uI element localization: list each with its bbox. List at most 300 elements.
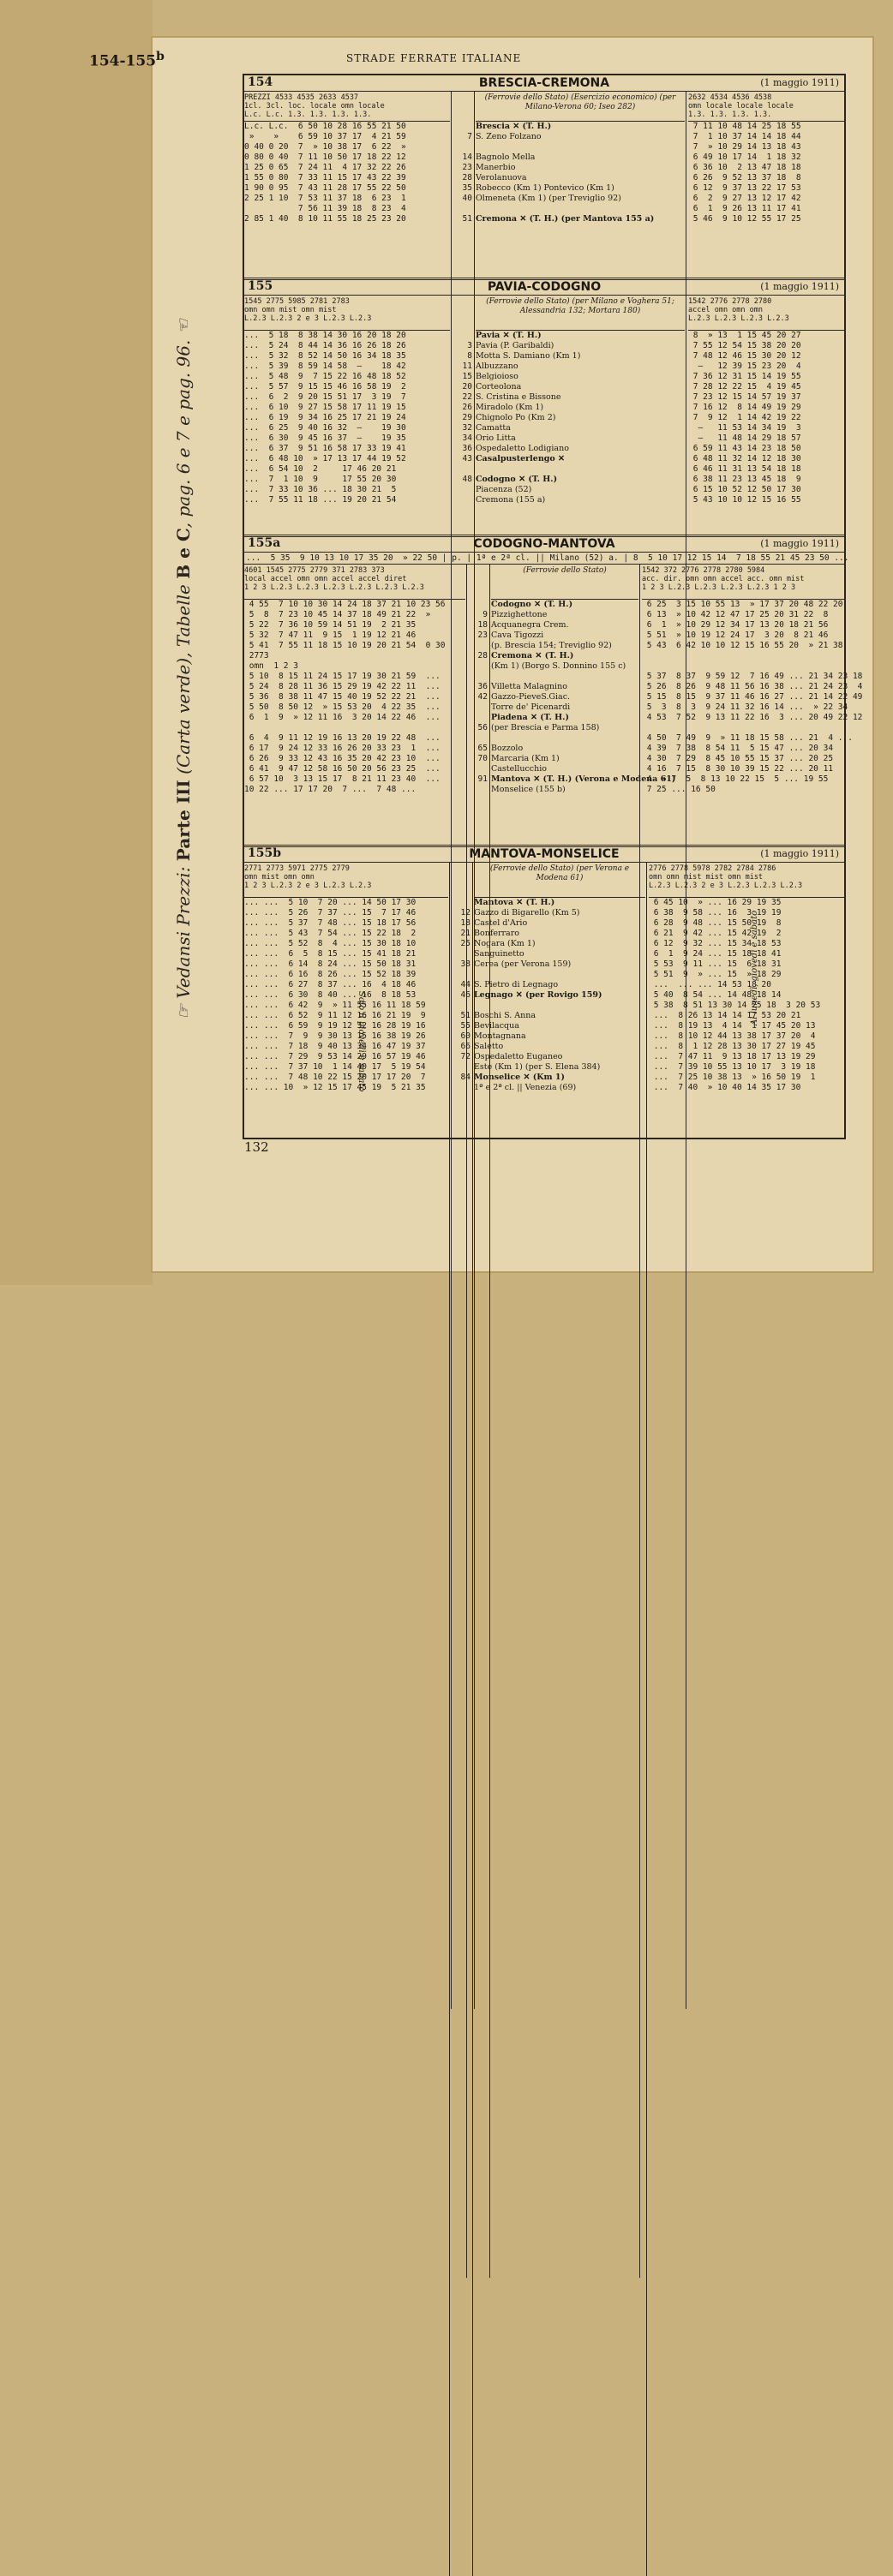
station-name: Camatta: [476, 423, 511, 433]
left-train-header: [244, 565, 465, 600]
km-value: [452, 204, 472, 214]
km-value: 32: [462, 423, 472, 433]
km-value: [467, 733, 488, 744]
header-line: L.2.3 L.2.3 2 e 3 L.2.3 L.2.3: [244, 314, 372, 323]
km-value: 65: [477, 744, 488, 753]
header-line: 1 2 3 L.2.3 2 e 3 L.2.3 L.2.3: [244, 882, 372, 890]
time-row: 5 43 10 10 12 15 16 55: [688, 495, 801, 505]
station-name: Monselice ✕ (Km 1): [474, 1073, 565, 1082]
time-row: ... 7 40 » 10 40 14 35 17 30: [649, 1083, 801, 1092]
time-row: ... 5 57 9 15 15 46 16 58 19 2: [244, 382, 406, 391]
time-row: ... ... 5 43 7 54 ... 15 22 18 2: [244, 929, 417, 938]
time-row: ... 5 24 8 44 14 36 16 26 18 26: [244, 341, 406, 350]
station-name: Verolanuova: [476, 173, 527, 182]
station-name: [474, 970, 645, 980]
time-row: 6 1 9 26 13 11 17 41: [688, 204, 801, 213]
station-name: Piacenza (52): [476, 485, 532, 494]
station-name: Sanguinetto: [474, 949, 524, 959]
station-name: Legnago ✕ (per Rovigo 159): [474, 990, 602, 1000]
station-name: Casalpusterlengo ✕: [476, 454, 565, 463]
time-row: ... 5 39 8 59 14 58 — 18 42: [244, 362, 406, 371]
time-row: [642, 723, 844, 733]
timetable-frame: [243, 74, 863, 1139]
station-name: Boschi S. Anna: [474, 1011, 536, 1020]
hand-icon: ☞: [173, 998, 194, 1019]
time-row: 7 56 11 39 18 8 23 4: [244, 204, 406, 213]
time-row: 6 38 9 58 ... 16 3 19 19: [649, 908, 782, 917]
time-row: 7 23 12 15 14 57 19 37: [688, 392, 801, 402]
left-times: [244, 296, 450, 505]
left-train-header: [244, 296, 450, 331]
station-column: [474, 863, 645, 1093]
time-row: 6 38 11 23 13 45 18 9: [688, 475, 801, 484]
section-id: 155b: [248, 846, 282, 860]
time-row: 5 46 9 10 12 55 17 25: [688, 214, 801, 224]
time-row: ... ... 5 52 8 4 ... 15 30 18 10: [244, 939, 417, 948]
time-row: 10 22 ... 17 17 20 7 ... 7 48 ...: [244, 785, 441, 794]
time-row: 6 1 9 24 ... 15 18 18 41: [649, 949, 782, 959]
km-value: [467, 713, 488, 723]
section-date: (1 maggio 1911): [760, 77, 839, 88]
km-value: [452, 122, 472, 132]
km-value: 34: [462, 433, 472, 443]
section-title-bar: [244, 279, 844, 296]
station-name: Este (Km 1) (per S. Elena 384): [474, 1062, 601, 1072]
km-value: 44: [460, 980, 470, 989]
operator-note: (Ferrovie dello Stato) (per Milano e Voghera 51; Alessandria 132; Mortara 180): [476, 296, 685, 331]
section-title-bar: [244, 536, 844, 553]
time-row: ... 6 2 9 20 15 51 17 3 19 7: [244, 392, 406, 402]
station-name: [476, 142, 685, 152]
time-row: 5 36 8 38 11 47 15 40 19 52 22 21 ...: [244, 692, 441, 702]
time-row: 6 12 9 32 ... 15 34 18 53: [649, 939, 782, 948]
section-155a: [244, 536, 863, 847]
km-value: 11: [462, 362, 472, 371]
time-row: 5 50 8 50 12 » 15 53 20 4 22 35 ...: [244, 702, 441, 712]
km-value: 38: [460, 959, 470, 969]
connection-line: ... 5 35 9 10 13 10 17 35 20 » 22 50 | p. | 1ª e 2ª cl. || Milano (52) a. | 8 5 10 17 12 15 14 7 18 55 21 45 23 50 ...: [246, 553, 849, 563]
time-row: ... 5 32 8 52 14 50 16 34 18 35: [244, 351, 406, 361]
time-row: 6 46 11 31 13 54 18 18: [688, 464, 801, 474]
footer-page-number: 132: [244, 1139, 269, 1155]
header-line: 1542 372 2776 2778 2780 5984: [642, 566, 765, 575]
right-times: [642, 565, 863, 795]
station-name: Mantova ✕ (T. H.) (Verona e Modena 61): [491, 774, 676, 784]
station-name: Manerbio: [476, 163, 516, 172]
time-row: ... 7 25 10 38 13 » 16 50 19 1: [649, 1073, 816, 1082]
time-row: L.c. L.c. 6 50 10 28 16 55 21 50: [244, 122, 406, 131]
operator-note: (Ferrovie dello Stato) (Esercizio economico) (per Milano-Verona 60; Iseo 282): [476, 92, 685, 122]
time-row: ... 8 10 12 44 13 38 17 37 20 4: [649, 1031, 816, 1041]
km-value: 48: [462, 475, 472, 484]
time-row: 7 9 12 1 14 42 19 22: [688, 413, 801, 422]
service-note-right: Al lunedì, giovedì e sabato: [750, 910, 759, 1025]
time-row: 6 36 10 2 13 47 18 18: [688, 163, 801, 172]
time-row: ... ... 6 5 8 15 ... 15 41 18 21: [244, 949, 417, 959]
time-row: ... 8 19 13 4 14 1 17 45 20 13: [649, 1021, 816, 1031]
left-train-header: [244, 863, 448, 898]
section-id: 154: [248, 75, 273, 89]
section-name: PAVIA-CODOGNO: [487, 280, 602, 294]
station-name: Codogno ✕ (T. H.): [476, 475, 558, 484]
time-row: ... ... 6 14 8 24 ... 15 50 18 31: [244, 959, 417, 969]
time-row: 6 4 9 11 12 19 16 13 20 19 22 48 ...: [244, 733, 441, 743]
time-row: [642, 651, 844, 661]
time-row: 0 40 0 20 7 » 10 38 17 6 22 »: [244, 142, 406, 152]
time-row: ... 8 26 13 14 14 17 53 20 21: [649, 1011, 801, 1020]
header-line: PREZZI 4533 4535 2633 4537: [244, 93, 359, 102]
station-name: Mantova ✕ (T. H.): [474, 898, 555, 907]
km-column: [450, 863, 470, 1093]
km-value: [450, 1062, 470, 1073]
time-row: ... 6 54 10 2 17 46 20 21: [244, 464, 397, 474]
km-value: [467, 641, 488, 651]
time-row: 4 39 7 38 8 54 11 5 15 47 ... 20 34: [642, 744, 834, 753]
section-title-bar: [244, 75, 844, 92]
header-line: 2632 4534 4536 4538: [688, 93, 772, 102]
station-name: Miradolo (Km 1): [476, 403, 544, 412]
km-value: [450, 949, 470, 959]
section-date: (1 maggio 1911): [760, 538, 839, 549]
right-times: [688, 92, 844, 224]
time-row: 6 21 9 42 ... 15 42 19 2: [649, 929, 782, 938]
header-line: accel omn omn omn: [688, 306, 763, 314]
km-value: [450, 898, 470, 908]
time-row: ... 8 1 12 28 13 30 17 27 19 45: [649, 1042, 816, 1051]
station-name: Castellucchio: [491, 764, 547, 774]
time-row: 7 11 10 48 14 25 18 55: [688, 122, 801, 131]
km-value: 14: [462, 152, 472, 162]
time-row: 6 26 9 33 12 43 16 35 20 42 23 10 ...: [244, 754, 441, 763]
station-name: S. Pietro di Legnago: [474, 980, 559, 989]
time-row: 6 28 9 48 ... 15 50 19 8: [649, 918, 782, 928]
section-id: 155: [248, 279, 273, 293]
km-value: [450, 970, 470, 980]
km-value: [467, 764, 488, 774]
station-name: Pavia ✕ (T. H.): [476, 331, 542, 340]
time-row: — 12 39 15 23 20 4: [688, 362, 801, 371]
operator-note: (Ferrovie dello Stato): [491, 565, 638, 600]
station-column: [476, 92, 685, 224]
km-value: 7: [467, 132, 472, 141]
section-name: CODOGNO-MANTOVA: [473, 537, 615, 551]
station-name: Orio Litta: [476, 433, 516, 443]
km-value: 36: [477, 682, 488, 691]
km-value: 25: [460, 939, 470, 948]
km-value: 72: [460, 1052, 470, 1061]
time-row: 5 8 7 23 10 45 14 37 18 49 21 22 »: [244, 610, 441, 619]
time-row: 7 28 12 22 15 4 19 45: [688, 382, 801, 391]
time-row: 8 » 13 1 15 45 20 27: [688, 331, 801, 340]
km-value: [467, 702, 488, 713]
header-line: L.2.3 L.2.3 2 e 3 L.2.3 L.2.3 L.2.3: [649, 882, 803, 890]
time-row: 7 25 ... 16 50: [642, 785, 716, 794]
header-line: 1542 2776 2778 2780: [688, 297, 772, 306]
station-name: Albuzzano: [476, 362, 518, 371]
time-row: ... ... 7 18 9 40 13 34 16 47 19 37: [244, 1042, 426, 1051]
station-name: Olmeneta (Km 1) (per Treviglio 92): [476, 194, 621, 203]
station-name: [491, 672, 638, 682]
time-row: ... ... 7 9 9 30 13 15 16 38 19 26: [244, 1031, 426, 1041]
km-value: 91: [477, 774, 488, 784]
left-times: [244, 92, 450, 224]
station-name: [491, 733, 638, 744]
header-line: omn mist omn omn: [244, 873, 315, 882]
page-header: [89, 50, 706, 70]
column-rule: [639, 565, 640, 2278]
time-row: ... ... 6 52 9 11 12 16 16 21 19 9: [244, 1011, 426, 1020]
time-row: 4 50 7 49 9 » 11 18 15 58 ... 21 4 ...: [642, 733, 853, 743]
column-rule: [449, 863, 450, 2576]
time-row: 7 36 12 31 15 14 19 55: [688, 372, 801, 381]
time-row: [642, 661, 844, 672]
section-155: [244, 279, 844, 537]
time-row: 6 48 11 32 14 12 18 30: [688, 454, 801, 463]
time-row: 7 1 10 37 14 14 18 44: [688, 132, 801, 141]
column-rule: [472, 863, 473, 2576]
km-value: 56: [477, 723, 488, 732]
station-name: Cerea (per Verona 159): [474, 959, 572, 969]
station-name: Bozzolo: [491, 744, 524, 753]
time-row: 6 12 9 37 13 22 17 53: [688, 183, 801, 193]
station-name: S. Zeno Folzano: [476, 132, 542, 141]
time-row: ... ... 5 26 7 37 ... 15 7 17 46: [244, 908, 417, 917]
station-name: [474, 1001, 645, 1011]
right-times: [649, 863, 844, 1093]
km-value: 21: [460, 929, 470, 938]
km-value: 23: [462, 163, 472, 172]
time-row: ... 6 10 9 27 15 58 17 11 19 15: [244, 403, 406, 412]
header-line: 2776 2778 5978 2782 2784 2786: [649, 864, 776, 873]
time-row: 7 16 12 8 14 49 19 29: [688, 403, 801, 412]
station-name: Torre de' Picenardi: [491, 702, 571, 712]
station-name: 1ª e 2ª cl. || Venezia (69): [474, 1083, 577, 1092]
time-row: omn 1 2 3: [244, 661, 441, 671]
time-row: 4 16 7 15 8 30 10 39 15 22 ... 20 11: [642, 764, 834, 774]
time-row: 1 55 0 80 7 33 11 15 17 43 22 39: [244, 173, 406, 182]
km-value: 42: [477, 692, 488, 702]
station-name: Belgioioso: [476, 372, 518, 381]
km-value: [452, 331, 472, 341]
km-value: [452, 495, 472, 505]
time-row: 1 90 0 95 7 43 11 28 17 55 22 50: [244, 183, 406, 193]
station-name: Cremona (155 a): [476, 495, 546, 505]
station-name: S. Cristina e Bissone: [476, 392, 561, 402]
time-row: 5 40 8 54 ... 14 48 18 14: [649, 990, 782, 1000]
km-value: 18: [477, 620, 488, 630]
header-line: 1cl. 3cl. loc. locale omn locale: [244, 102, 385, 111]
station-name: Acquanegra Crem.: [491, 620, 569, 630]
time-row: ... 5 18 8 38 14 30 16 20 18 20: [244, 331, 406, 340]
time-row: 5 15 8 15 9 37 11 46 16 27 ... 21 14 22 49: [642, 692, 863, 702]
time-row: ... ... 6 42 9 » 11 55 16 11 18 59: [244, 1001, 426, 1010]
section-date: (1 maggio 1911): [760, 848, 839, 859]
km-value: 3: [467, 341, 472, 350]
station-name: Bevilacqua: [474, 1021, 519, 1031]
section-name: BRESCIA-CREMONA: [478, 76, 610, 90]
header-line: acc. dir. omn omn accel acc. omn mist: [642, 575, 805, 583]
time-row: 4 55 7 10 10 30 14 24 18 37 21 10 23 56: [244, 600, 446, 609]
header-line: local accel omn omn accel accel diret: [244, 575, 407, 583]
station-name: Chignolo Po (Km 2): [476, 413, 556, 422]
time-row: 6 41 9 47 12 58 16 50 20 56 23 25 ...: [244, 764, 441, 774]
km-column: [452, 92, 472, 224]
km-value: 51: [462, 214, 472, 224]
book-spine: [0, 0, 153, 1285]
station-name: Ospedaletto Lodigiano: [476, 444, 569, 453]
time-row: 2 85 1 40 8 10 11 55 18 25 23 20: [244, 214, 406, 224]
km-value: 8: [467, 351, 472, 361]
km-value: 9: [482, 610, 488, 619]
operator-note: (Ferrovie dello Stato) (per Verona e Modena 61): [474, 863, 645, 898]
left-train-header: [244, 92, 450, 122]
time-row: 6 15 10 52 12 50 17 30: [688, 485, 801, 494]
time-row: 5 53 9 11 ... 15 6 18 31: [649, 959, 782, 969]
station-name: Motta S. Damiano (Km 1): [476, 351, 581, 361]
time-row: 5 10 8 15 11 24 15 17 19 30 21 59 ...: [244, 672, 441, 681]
km-value: 20: [462, 382, 472, 391]
km-value: 35: [462, 183, 472, 193]
time-row: ... ... 10 » 12 15 17 45 19 5 21 35: [244, 1083, 426, 1092]
km-value: 29: [462, 413, 472, 422]
km-column: [452, 296, 472, 505]
time-row: 6 45 10 » ... 16 29 19 35: [649, 898, 782, 907]
time-row: — 11 53 14 34 19 3: [688, 423, 801, 433]
header-line: omn locale locale locale: [688, 102, 794, 111]
km-value: 84: [460, 1073, 470, 1082]
time-row: 2 25 1 10 7 53 11 37 18 6 23 1: [244, 194, 406, 203]
time-row: 5 41 7 55 11 18 15 10 19 20 21 54 0 30: [244, 641, 446, 650]
km-value: 40: [462, 194, 472, 203]
section-id: 155a: [248, 536, 281, 550]
time-row: ... 6 48 10 » 17 13 17 44 19 52: [244, 454, 406, 463]
time-row: 5 22 7 36 10 59 14 51 19 2 21 35: [244, 620, 441, 630]
left-times: [244, 863, 448, 1093]
right-times: [688, 296, 844, 505]
km-value: [467, 661, 488, 672]
time-row: 5 51 9 » ... 15 » 18 29: [649, 970, 782, 979]
header-line: omn omn mist mist omn mist: [649, 873, 764, 882]
km-value: [452, 485, 472, 495]
station-name: Gazzo di Bigarello (Km 5): [474, 908, 580, 917]
header-line: 1 2 3 L.2.3 L.2.3 L.2.3 L.2.3 1 2 3: [642, 583, 796, 592]
station-name: Cremona ✕ (T. H.): [491, 651, 574, 660]
station-name: [476, 464, 685, 475]
time-row: ... ... 6 27 8 37 ... 16 4 18 46: [244, 980, 417, 989]
time-row: 4 53 7 52 9 13 11 22 16 3 ... 20 49 22 12: [642, 713, 863, 722]
km-value: 60: [460, 1031, 470, 1041]
km-value: 23: [477, 631, 488, 640]
side-note: ☞ Vedansi Prezzi: Parte III (Carta verde), Tabelle B e C, pag. 6 e 7 e pag. 96. ☜: [173, 319, 194, 1019]
time-row: ... 6 19 9 34 16 25 17 21 19 24: [244, 413, 406, 422]
km-value: 55: [460, 1021, 470, 1031]
column-rule: [646, 863, 647, 2576]
km-value: 28: [477, 651, 488, 660]
km-value: 70: [477, 754, 488, 763]
service-note-left: Solo il giovedì e sabato: [357, 991, 366, 1092]
km-value: [450, 1001, 470, 1011]
time-row: 5 43 6 42 10 10 12 15 16 55 20 » 21 38: [642, 641, 843, 650]
station-name: Bagnolo Mella: [476, 152, 536, 162]
right-train-header: [688, 92, 844, 122]
km-value: 66: [460, 1042, 470, 1051]
right-train-header: [688, 296, 844, 331]
time-row: ... 5 48 9 7 15 22 16 48 18 52: [244, 372, 406, 381]
header-line: omn omn mist omn mist: [244, 306, 337, 314]
station-name: (Km 1) (Borgo S. Donnino 155 c): [491, 661, 626, 671]
time-row: ... 7 47 11 9 13 18 17 13 19 29: [649, 1052, 816, 1061]
section-date: (1 maggio 1911): [760, 281, 839, 292]
column-rule: [489, 565, 490, 2278]
time-row: 6 1 9 » 12 11 16 3 20 14 22 46 ...: [244, 713, 441, 722]
station-name: Brescia ✕ (T. H.): [476, 122, 552, 131]
km-value: 26: [462, 403, 472, 412]
station-name: Robecco (Km 1) Pontevico (Km 1): [476, 183, 614, 193]
time-row: 5 26 8 26 9 48 11 56 16 38 ... 21 24 23 4: [642, 682, 863, 691]
station-name: Montagnana: [474, 1031, 526, 1041]
time-row: 6 13 » 10 42 12 47 17 25 20 31 22 8: [642, 610, 829, 619]
page-number: 154-155$^b$: [89, 50, 165, 70]
time-row: 6 26 9 52 13 37 18 8: [688, 173, 801, 182]
time-row: ... ... 6 16 8 26 ... 15 52 18 39: [244, 970, 417, 979]
time-row: ... ... ... 14 53 18 20: [649, 980, 771, 989]
station-column: [476, 296, 685, 505]
time-row: ... ... 7 37 10 1 14 40 17 5 19 54: [244, 1062, 426, 1072]
time-row: ... 7 1 10 9 17 55 20 30: [244, 475, 397, 484]
section-154: [244, 75, 844, 280]
header-line: L.2.3 L.2.3 L.2.3 L.2.3: [688, 314, 789, 323]
time-row: ... ... 5 10 7 20 ... 14 50 17 30: [244, 898, 417, 907]
time-row: » » 6 59 10 37 17 4 21 59: [244, 132, 406, 141]
km-value: 46: [460, 990, 470, 1000]
left-times: [244, 565, 465, 795]
header-line: 1 2 3 L.2.3 L.2.3 L.2.3 L.2.3 L.2.3 L.2.3: [244, 583, 424, 592]
time-row: 6 1 » 10 29 12 34 17 13 20 18 21 56: [642, 620, 829, 630]
time-row: 7 » 10 29 14 13 18 43: [688, 142, 801, 152]
time-row: — 11 48 14 29 18 57: [688, 433, 801, 443]
time-row: 6 25 3 15 10 55 13 » 17 37 20 48 22 20: [642, 600, 843, 609]
time-row: 6 59 11 43 14 23 18 50: [688, 444, 801, 453]
station-name: Cava Tigozzi: [491, 631, 544, 640]
km-value: 12: [460, 908, 470, 917]
section-name: MANTOVA-MONSELICE: [469, 847, 620, 861]
time-row: ... ... 7 29 9 53 14 29 16 57 19 46: [244, 1052, 426, 1061]
km-value: [452, 464, 472, 475]
header-line: 1545 2775 5985 2781 2783: [244, 297, 350, 306]
km-value: 36: [462, 444, 472, 453]
station-name: Ospedaletto Euganeo: [474, 1052, 563, 1061]
time-row: ... ... 6 30 8 40 ... 16 8 18 53: [244, 990, 417, 1000]
km-value: [452, 142, 472, 152]
station-name: (p. Brescia 154; Treviglio 92): [491, 641, 612, 650]
station-name: Codogno ✕ (T. H.): [491, 600, 573, 609]
header-line: 2771 2773 5971 2775 2779: [244, 864, 350, 873]
header-line: L.c. L.c. 1.3. 1.3. 1.3. 1.3.: [244, 111, 372, 119]
km-value: 51: [460, 1011, 470, 1020]
header-line: 4601 1545 2775 2779 371 2783 373: [244, 566, 385, 575]
station-name: [476, 204, 685, 214]
time-row: 0 80 0 40 7 11 10 50 17 18 22 12: [244, 152, 406, 162]
right-train-header: [649, 863, 844, 898]
time-row: ... 7 39 10 55 13 10 17 3 19 18: [649, 1062, 816, 1072]
station-name: Castel d'Ario: [474, 918, 528, 928]
time-row: 2773: [244, 651, 441, 660]
time-row: 6 57 10 3 13 15 17 8 21 11 23 40 ...: [244, 774, 441, 784]
time-row: 4 30 7 29 8 45 10 55 15 37 ... 20 25: [642, 754, 834, 763]
station-name: Corteolona: [476, 382, 522, 391]
station-name: Nogara (Km 1): [474, 939, 536, 948]
km-value: [467, 672, 488, 682]
